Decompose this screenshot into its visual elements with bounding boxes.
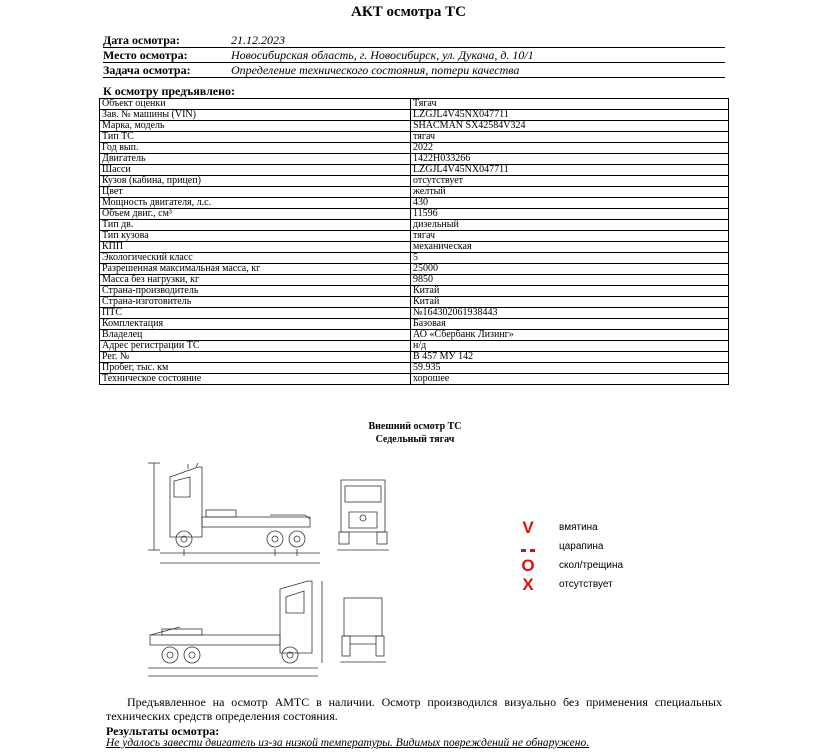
page-title: АКТ осмотра ТС <box>351 4 466 20</box>
info-label: Задача осмотра: <box>103 63 191 77</box>
inspection-title: Внешний осмотр ТС <box>368 421 462 432</box>
property-name: Тип ТС <box>100 132 411 143</box>
info-value: Новосибирская область, г. Новосибирск, ул. Дукача, д. 10/1 <box>231 48 534 62</box>
table-row <box>100 297 729 308</box>
property-value: 5 <box>411 253 729 264</box>
info-value: 21.12.2023 <box>231 33 285 47</box>
table-row <box>100 132 729 143</box>
property-value: SHACMAN SX42584V324 <box>411 121 729 132</box>
property-value: 59.935 <box>411 363 729 374</box>
dent-symbol: V <box>522 517 534 537</box>
property-name: Зав. № машины (VIN) <box>100 110 411 121</box>
scratch-symbol <box>519 537 537 557</box>
property-value: В 457 МУ 142 <box>411 352 729 363</box>
info-row-task <box>103 63 725 78</box>
legend-label: отсутствует <box>559 579 613 590</box>
table-row <box>100 374 729 385</box>
legend-item <box>519 575 623 594</box>
table-row <box>100 154 729 165</box>
truck-side-view-left-drawing <box>140 575 330 680</box>
property-name: Страна-производитель <box>100 286 411 297</box>
property-name: Тип дв. <box>100 220 411 231</box>
property-name: Цвет <box>100 187 411 198</box>
property-name: Двигатель <box>100 154 411 165</box>
legend-item <box>519 537 623 556</box>
chip-symbol: O <box>521 555 535 575</box>
property-name: Рег. № <box>100 352 411 363</box>
info-label: Место осмотра: <box>103 48 188 62</box>
property-name: Экологический класс <box>100 253 411 264</box>
property-value: 430 <box>411 198 729 209</box>
property-name: Техническое состояние <box>100 374 411 385</box>
property-value: 2022 <box>411 143 729 154</box>
inspection-subtitle: Седельный тягач <box>375 434 455 445</box>
property-value: тягач <box>411 231 729 242</box>
property-value: 25000 <box>411 264 729 275</box>
property-name: Масса без нагрузки, кг <box>100 275 411 286</box>
properties-table <box>99 98 729 385</box>
property-value: Базовая <box>411 319 729 330</box>
property-value: тягач <box>411 132 729 143</box>
inspection-paragraph: Предъявленное на осмотр АМТС в наличии. Осмотр производился визуально без применения специальных технических средств определения состояния. <box>106 695 722 723</box>
legend-label: скол/трещина <box>559 560 624 571</box>
property-value: LZGJL4V45NX047711 <box>411 165 729 176</box>
property-name: Кузов (кабина, прицеп) <box>100 176 411 187</box>
missing-symbol: X <box>522 574 534 594</box>
info-row-date <box>103 33 725 48</box>
legend-item <box>519 518 623 537</box>
table-row <box>100 286 729 297</box>
property-value: желтый <box>411 187 729 198</box>
info-label: Дата осмотра: <box>103 33 180 47</box>
table-row <box>100 352 729 363</box>
table-row <box>100 253 729 264</box>
damage-legend <box>519 518 623 594</box>
table-row <box>100 242 729 253</box>
section-title: К осмотру предъявлено: <box>103 84 236 98</box>
table-row <box>100 275 729 286</box>
table-row <box>100 330 729 341</box>
property-name: Марка, модель <box>100 121 411 132</box>
property-value: механическая <box>411 242 729 253</box>
truck-rear-view-drawing <box>338 592 388 667</box>
legend-label: царапина <box>559 541 604 552</box>
property-value: №164302061938443 <box>411 308 729 319</box>
table-row <box>100 165 729 176</box>
table-row <box>100 220 729 231</box>
table-row <box>100 319 729 330</box>
info-value: Определение технического состояния, потери качества <box>231 63 520 77</box>
property-name: Шасси <box>100 165 411 176</box>
property-value: отсутствует <box>411 176 729 187</box>
property-name: Разрешенная максимальная масса, кг <box>100 264 411 275</box>
property-name: Год вып. <box>100 143 411 154</box>
property-name: Объем двиг., см³ <box>100 209 411 220</box>
table-row <box>100 363 729 374</box>
property-name: ПТС <box>100 308 411 319</box>
property-value: АО «Сбербанк Лизинг» <box>411 330 729 341</box>
property-name: Мощность двигателя, л.с. <box>100 198 411 209</box>
info-row-place <box>103 48 725 63</box>
property-name: Комплектация <box>100 319 411 330</box>
property-name: Тип кузова <box>100 231 411 242</box>
results-text: Не удалось завести двигатель из-за низкой температуры. Видимых повреждений не обнаружено. <box>106 737 590 749</box>
property-name: КПП <box>100 242 411 253</box>
property-value: хорошее <box>411 374 729 385</box>
results-title: Результаты осмотра: <box>106 724 220 738</box>
property-value: Китай <box>411 286 729 297</box>
property-value: дизельный <box>411 220 729 231</box>
table-row <box>100 176 729 187</box>
property-name: Объект оценки <box>100 99 411 110</box>
table-row <box>100 231 729 242</box>
property-value: 1422H033266 <box>411 154 729 165</box>
property-name: Страна-изготовитель <box>100 297 411 308</box>
truck-front-view-drawing <box>333 472 393 557</box>
legend-item <box>519 556 623 575</box>
legend-label: вмятина <box>559 522 598 533</box>
truck-side-view-drawing <box>130 455 330 570</box>
table-row <box>100 198 729 209</box>
table-row <box>100 264 729 275</box>
property-value: 11596 <box>411 209 729 220</box>
property-value: LZGJL4V45NX047711 <box>411 110 729 121</box>
table-row <box>100 121 729 132</box>
table-row <box>100 341 729 352</box>
property-name: Пробег, тыс. км <box>100 363 411 374</box>
table-row <box>100 187 729 198</box>
property-value: Китай <box>411 297 729 308</box>
table-row <box>100 99 729 110</box>
property-value: н/д <box>411 341 729 352</box>
table-row <box>100 308 729 319</box>
table-row <box>100 110 729 121</box>
property-value: Тягач <box>411 99 729 110</box>
table-row <box>100 209 729 220</box>
property-value: 9850 <box>411 275 729 286</box>
property-name: Адрес регистрации ТС <box>100 341 411 352</box>
property-name: Владелец <box>100 330 411 341</box>
table-row <box>100 143 729 154</box>
